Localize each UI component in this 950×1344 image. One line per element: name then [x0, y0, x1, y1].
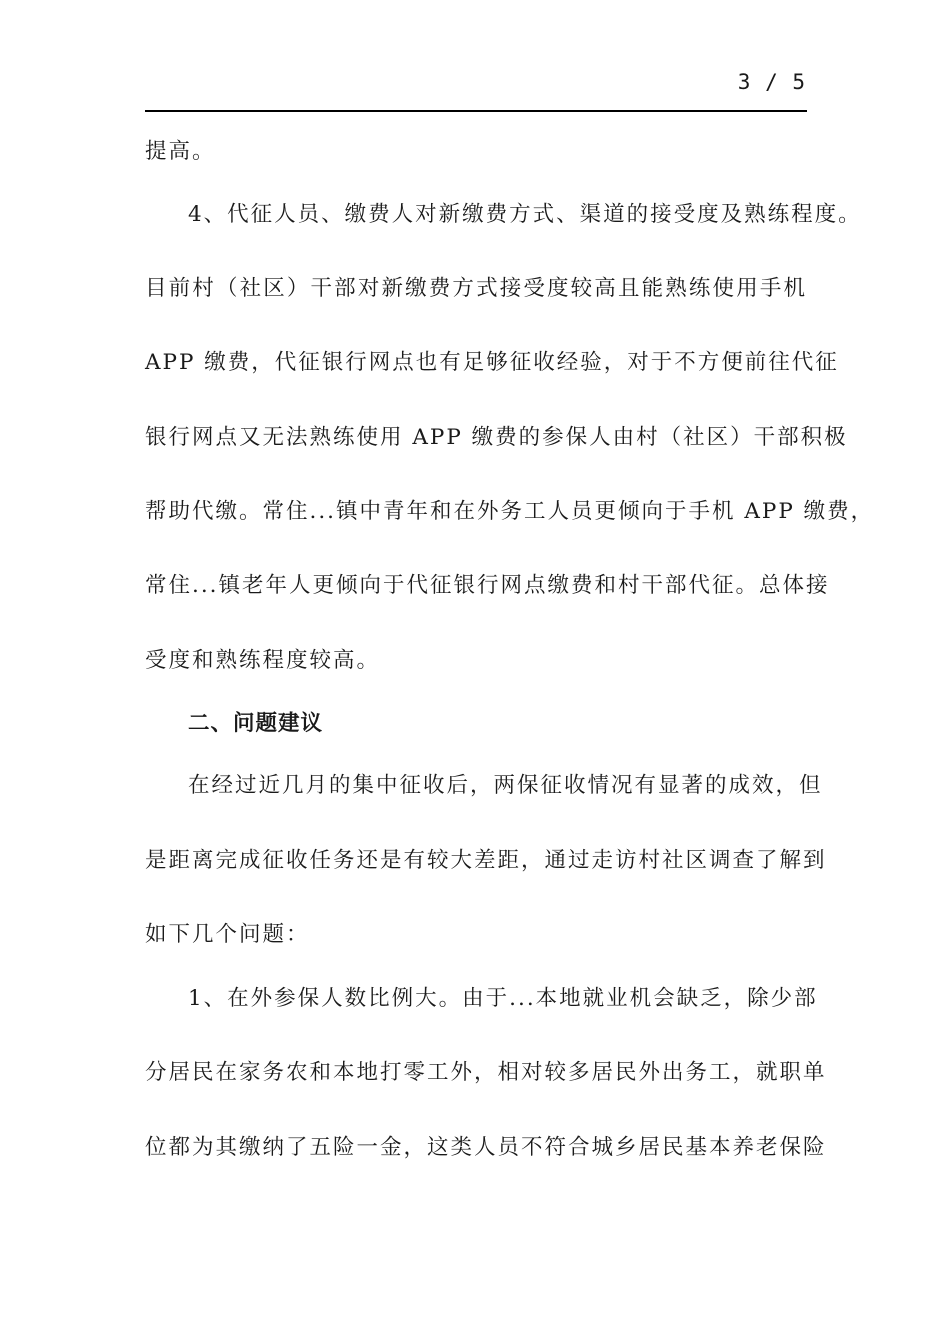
text-line: 提高。: [145, 139, 216, 164]
text-line: 帮助代缴。常住...镇中青年和在外务工人员更倾向于手机 APP 缴费，: [145, 499, 875, 524]
text-line: 如下几个问题：: [145, 922, 310, 947]
text-line: 4、代征人员、缴费人对新缴费方式、渠道的接受度及熟练程度。: [188, 202, 862, 227]
text-line: APP 缴费，代征银行网点也有足够征收经验，对于不方便前往代征: [145, 350, 839, 375]
text-line: 常住...镇老年人更倾向于代征银行网点缴费和村干部代征。总体接: [145, 573, 830, 598]
text-line: 分居民在家务农和本地打零工外，相对较多居民外出务工，就职单: [145, 1060, 827, 1085]
page-number: 3 / 5: [737, 70, 806, 94]
header-rule: [145, 110, 807, 112]
text-line: 目前村（社区）干部对新缴费方式接受度较高且能熟练使用手机: [145, 276, 807, 301]
text-line: 在经过近几月的集中征收后，两保征收情况有显著的成效，但: [188, 773, 823, 798]
text-line: 受度和熟练程度较高。: [145, 648, 381, 673]
text-line: 1、在外参保人数比例大。由于...本地就业机会缺乏，除少部: [188, 986, 818, 1011]
text-line: 银行网点又无法熟练使用 APP 缴费的参保人由村（社区）干部积极: [145, 425, 848, 450]
section-heading: 二、问题建议: [188, 711, 324, 736]
text-line: 是距离完成征收任务还是有较大差距，通过走访村社区调查了解到: [145, 848, 827, 873]
text-line: 位都为其缴纳了五险一金，这类人员不符合城乡居民基本养老保险: [145, 1135, 827, 1160]
